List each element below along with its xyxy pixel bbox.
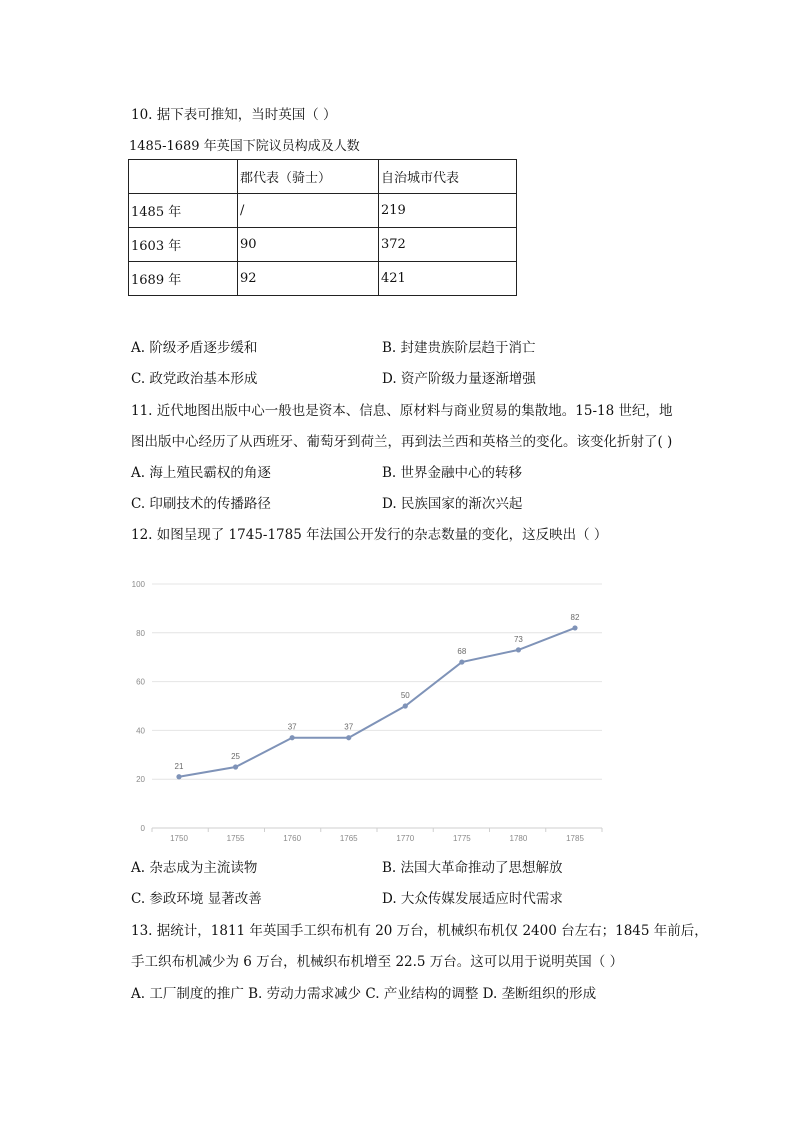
table-cell: 90 [238, 228, 379, 262]
data-label: 68 [457, 647, 467, 657]
data-label: 73 [513, 634, 523, 644]
q11-stem-line1: 11. 近代地图出版中心一般也是资本、信息、原材料与商业贸易的集散地。15-18 世纪，地 [131, 403, 673, 419]
x-tick-label: 1775 [452, 834, 471, 843]
q11-option-b[interactable]: B. 世界金融中心的转移 [382, 465, 523, 481]
data-label: 37 [287, 722, 297, 732]
data-point [233, 764, 238, 769]
table-cell: 1485 年 [129, 194, 238, 228]
table-cell: 1689 年 [129, 262, 238, 296]
q13-options: A. 工厂制度的推广 B. 劳动力需求减少 C. 产业结构的调整 D. 垄断组织的形成 [131, 986, 597, 1002]
q12-option-b[interactable]: B. 法国大革命推动了思想解放 [382, 860, 563, 876]
x-tick-label: 1755 [226, 834, 245, 843]
q11-option-c[interactable]: C. 印刷技术的传播路径 [131, 496, 271, 512]
data-label: 25 [231, 752, 241, 761]
table-header-cell: 自治城市代表 [379, 160, 517, 194]
data-point [290, 735, 295, 740]
q10-option-d[interactable]: D. 资产阶级力量逐渐增强 [382, 371, 536, 387]
data-label: 50 [400, 691, 410, 700]
y-tick-label: 60 [136, 677, 145, 687]
data-label: 82 [570, 612, 580, 622]
y-tick-label: 0 [140, 824, 145, 833]
q10-option-b[interactable]: B. 封建贵族阶层趋于消亡 [382, 340, 536, 356]
data-label: 37 [344, 722, 354, 732]
y-tick-label: 80 [136, 628, 145, 638]
table-row [129, 228, 517, 262]
x-tick-label: 1765 [339, 834, 358, 843]
q10-table-title: 1485-1689 年英国下院议员构成及人数 [129, 139, 360, 154]
data-point [516, 647, 521, 652]
q12-option-c[interactable]: C. 参政环境 显著改善 [131, 891, 262, 907]
table-header-cell [129, 160, 238, 194]
magazine-count-line-chart [110, 572, 620, 852]
table-cell: 92 [238, 262, 379, 296]
table-header-cell: 郡代表（骑士） [238, 160, 379, 194]
y-tick-label: 100 [131, 580, 145, 589]
q13-stem-line1: 13. 据统计，1811 年英国手工织布机有 20 万台，机械织布机仅 2400 台左右；1845 年前后， [131, 923, 708, 939]
x-tick-label: 1780 [509, 834, 528, 843]
q10-option-a[interactable]: A. 阶级矛盾逐步缓和 [131, 340, 258, 356]
data-point [346, 735, 351, 740]
x-tick-label: 1760 [283, 834, 302, 843]
data-point [572, 625, 577, 630]
data-point [459, 659, 464, 664]
q13-stem-line2: 手工织布机减少为 6 万台，机械织布机增至 22.5 万台。这可以用于说明英国（ ） [131, 954, 624, 970]
table-row [129, 262, 517, 296]
data-point [403, 703, 408, 708]
x-tick-label: 1750 [170, 834, 188, 843]
y-tick-label: 40 [136, 726, 145, 736]
q10-table [128, 159, 517, 296]
q11-option-a[interactable]: A. 海上殖民霸权的角逐 [131, 465, 271, 481]
table-cell: 372 [379, 228, 517, 262]
x-tick-label: 1785 [566, 834, 584, 843]
q12-option-a[interactable]: A. 杂志成为主流读物 [131, 860, 258, 876]
data-label: 21 [174, 761, 184, 771]
q11-stem-line2: 图出版中心经历了从西班牙、葡萄牙到荷兰，再到法兰西和英格兰的变化。该变化折射了( ) [131, 434, 673, 450]
table-cell: 1603 年 [129, 228, 238, 262]
x-tick-label: 1770 [396, 834, 415, 843]
q11-option-d[interactable]: D. 民族国家的渐次兴起 [382, 496, 523, 512]
q12-stem: 12. 如图呈现了 1745-1785 年法国公开发行的杂志数量的变化，这反映出（ ） [131, 527, 608, 543]
table-cell: 421 [379, 262, 517, 296]
table-header-row [129, 160, 517, 194]
table-row [129, 194, 517, 228]
q10-option-c[interactable]: C. 政党政治基本形成 [131, 371, 258, 387]
y-tick-label: 20 [136, 775, 145, 785]
q10-stem: 10. 据下表可推知，当时英国（ ） [131, 107, 337, 123]
q12-option-d[interactable]: D. 大众传媒发展适应时代需求 [382, 891, 563, 907]
table-cell: 219 [379, 194, 517, 228]
table-cell: / [238, 194, 379, 228]
data-point [176, 774, 181, 779]
